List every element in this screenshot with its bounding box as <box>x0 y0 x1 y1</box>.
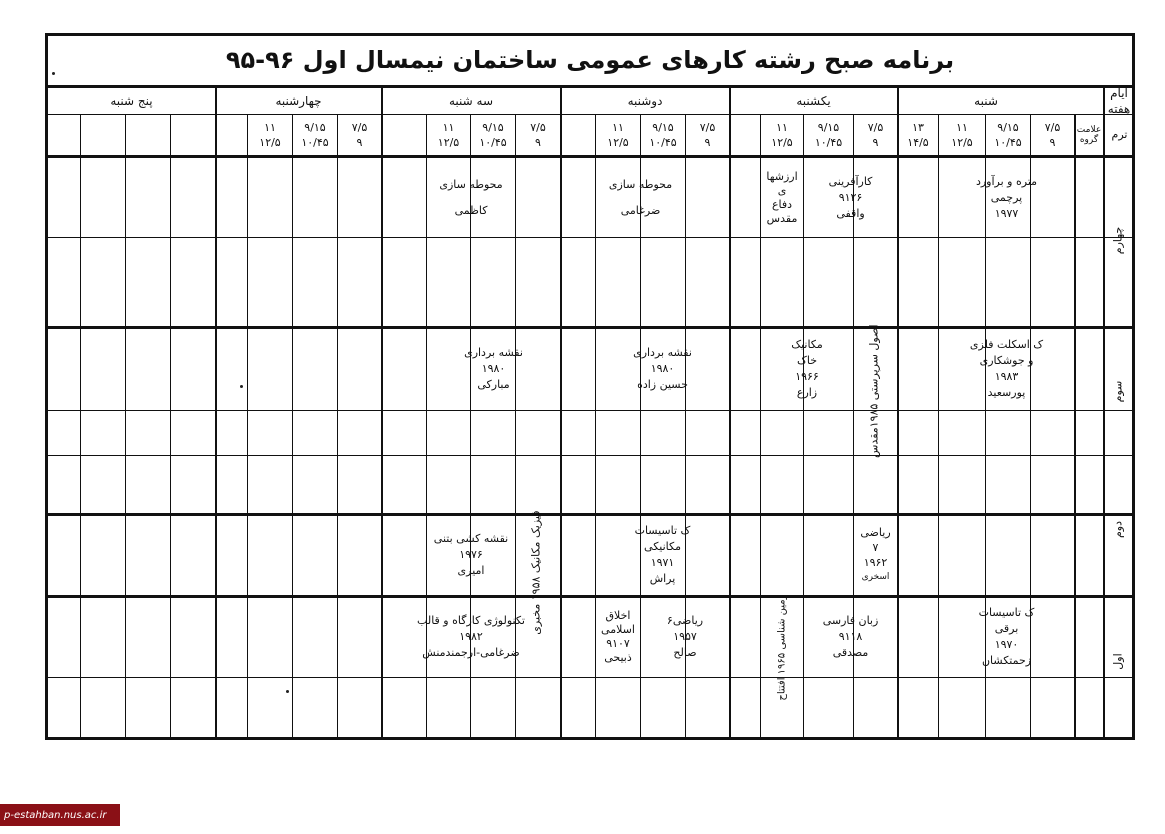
course-vertical-text: فیزیک مکانیک ۱۹۵۸ مخبری <box>529 510 543 635</box>
row-divider <box>45 455 1135 456</box>
day-tuesday: سه شنبه <box>448 93 494 108</box>
term-label: ترم <box>1111 128 1128 141</box>
course-cell: نقشه برداری ۱۹۸۰ حسین زاده <box>633 346 692 391</box>
time-slot-2: ۹/۱۵ ۱۰/۴۵ <box>301 121 329 149</box>
course-cell: ریاضی۶ ۱۹۵۷ صالح <box>666 614 704 659</box>
time-slot-1: ۷/۵ ۹ <box>351 121 368 149</box>
time-header-divider <box>45 155 1135 158</box>
time-slot-2: ۹/۱۵ ۱۰/۴۵ <box>649 121 677 149</box>
course-vertical-text: زمین شناسی ۱۹۶۵ افتتاح <box>776 594 788 701</box>
scan-mark <box>286 690 289 693</box>
course-cell: نقشه برداری ۱۹۸۰ مبارکی <box>464 346 523 391</box>
day-header-divider <box>45 114 1135 115</box>
course-cell: کارآفرینی ۹۱۲۶ واقفی <box>828 174 873 220</box>
term-2-label: دوم <box>1111 520 1125 539</box>
day-sunday: یکشنبه <box>796 93 831 108</box>
column-divider <box>897 85 899 737</box>
course-cell: محوطه سازی کاظمی <box>439 177 503 217</box>
days-label: ایام هفته <box>1107 85 1131 116</box>
course-cell: محوطه سازی ضرغامی <box>608 177 673 217</box>
course-cell: تکنولوژی کارگاه و قالب ۱۹۸۲ ضرغامی-ارجمندمنش <box>417 614 525 659</box>
day-monday: دوشنبه <box>627 93 663 108</box>
page-title: برنامه صبح رشته کارهای عمومی ساختمان نیمسال اول ۹۶-۹۵ <box>225 46 955 74</box>
course-cell: ک تاسیسات برقی ۱۹۷۰ زحمتکشان <box>978 606 1035 667</box>
column-divider <box>729 85 731 737</box>
day-wednesday: چهارشنبه <box>275 93 322 108</box>
time-slot-1: ۷/۵ ۹ <box>530 121 546 149</box>
course-cell: نقشه کشی بتنی ۱۹۷۶ امیری <box>433 532 509 577</box>
term-1-label: اول <box>1111 653 1125 670</box>
subcolumn-divider <box>247 114 248 737</box>
scan-mark <box>240 385 243 388</box>
site-watermark: p-estahban.nus.ac.ir <box>0 804 120 826</box>
day-thursday: پنج شنبه <box>110 93 153 108</box>
subcolumn-divider <box>337 114 338 737</box>
day-saturday: شنبه <box>974 93 998 108</box>
term-divider <box>45 595 1135 598</box>
course-cell: ریاضی ۷ ۱۹۶۲ اسخری <box>860 526 891 582</box>
course-cell: ک اسکلت فلزی و جوشکاری ۱۹۸۳ پورسعید <box>969 338 1044 399</box>
time-slot-3: ۱۱ ۱۲/۵ <box>259 121 281 149</box>
time-slot-2: ۹/۱۵ ۱۰/۴۵ <box>814 121 843 149</box>
term-4-label: چهارم <box>1111 226 1125 255</box>
course-cell: ک تاسیسات مکانیکی ۱۹۷۱ پراش <box>634 524 691 585</box>
course-cell: متره و برآورد پرچمی ۱۹۷۷ <box>975 174 1038 220</box>
row-divider <box>45 410 1135 411</box>
column-divider <box>80 114 81 737</box>
course-cell: زبان فارسی ۹۱۱۸ مصدقی <box>822 614 879 659</box>
time-slot-3: ۱۱ ۱۲/۵ <box>771 121 793 149</box>
term-3-label: سوم <box>1111 380 1125 403</box>
course-vertical-text: اصول سرپرستی ۱۹۸۵مقدس <box>867 324 881 458</box>
column-divider <box>1074 114 1076 737</box>
time-slot-2: ۹/۱۵ ۱۰/۴۵ <box>479 121 507 149</box>
row-divider <box>45 677 1135 678</box>
course-cell: مکانیک خاک ۱۹۶۶ زارع <box>791 338 823 399</box>
column-divider <box>560 85 562 737</box>
time-slot-3: ۱۱ ۱۲/۵ <box>437 121 460 149</box>
course-cell: ارزشها ی دفاع مقدس <box>766 169 798 225</box>
time-slot-1: ۷/۵ ۹ <box>1044 121 1061 149</box>
time-slot-1: ۷/۵ ۹ <box>867 121 884 149</box>
scan-mark <box>52 72 55 75</box>
term-divider <box>45 513 1135 516</box>
row-divider <box>45 237 1135 238</box>
time-slot-3: ۱۱ ۱۲/۵ <box>951 121 973 149</box>
time-slot-1: ۷/۵ ۹ <box>699 121 716 149</box>
term-divider <box>45 326 1135 329</box>
subcolumn-divider <box>125 114 126 737</box>
course-cell: اخلاق اسلامی ۹۱۰۷ ذبیحی <box>601 609 635 664</box>
time-slot-4: ۱۳ ۱۴/۵ <box>907 121 929 149</box>
time-slot-2: ۹/۱۵ ۱۰/۴۵ <box>994 121 1022 149</box>
column-divider <box>215 85 217 737</box>
column-divider <box>1103 85 1105 737</box>
time-slot-3: ۱۱ ۱۲/۵ <box>607 121 629 149</box>
subcolumn-divider <box>292 114 293 737</box>
subcolumn-divider <box>170 114 171 737</box>
group-label: علامت گروه <box>1076 125 1102 145</box>
